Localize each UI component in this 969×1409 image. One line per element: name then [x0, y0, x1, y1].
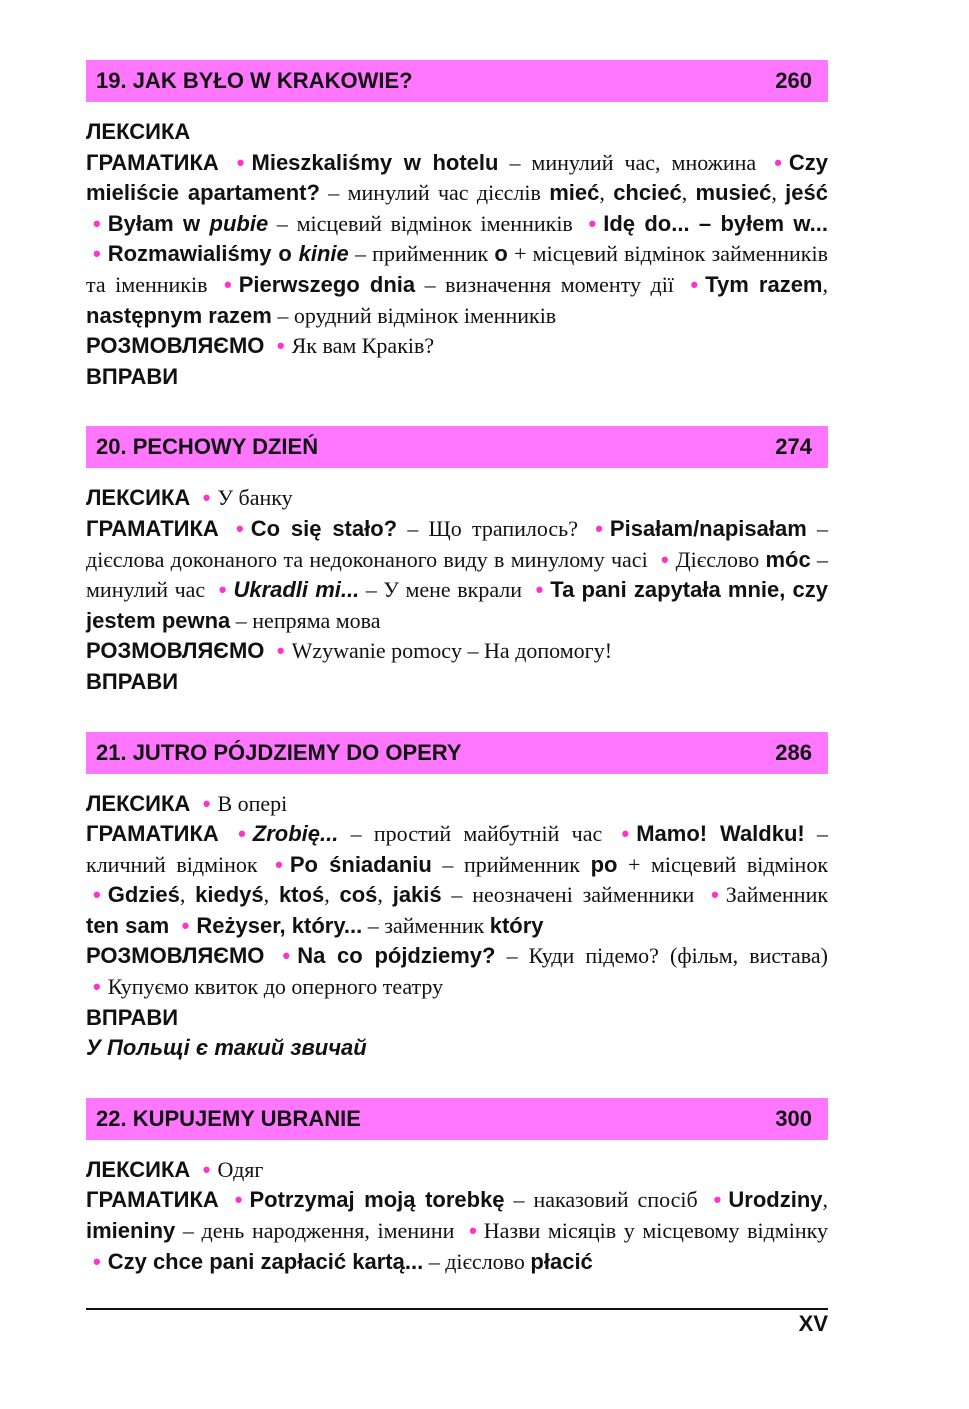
section-page-number: 300: [775, 1105, 812, 1131]
grammar-paragraph: [86, 1185, 828, 1277]
polish-term: po: [590, 851, 618, 877]
description-text: – прийменник: [431, 851, 591, 877]
bullet-icon: •: [711, 882, 719, 908]
polish-term: Mamo! Waldku!: [636, 821, 805, 847]
polish-term: ktoś: [278, 882, 325, 908]
bullet-icon: •: [93, 1248, 101, 1274]
description-text: ,: [377, 882, 393, 908]
polish-term: Tym razem: [705, 271, 823, 297]
section-21: [86, 732, 828, 1064]
bullet-icon: •: [202, 485, 211, 511]
lexica-line: [86, 117, 828, 148]
section-title: 21. JUTRO PÓJDZIEMY DO OPERY: [96, 739, 462, 765]
description-text: – неозначені займенники: [441, 882, 705, 908]
polish-term: kiedyś: [195, 882, 264, 908]
grammar-heading: ГРАМАТИКА: [86, 1187, 219, 1213]
lexica-line: [86, 789, 828, 820]
grammar-heading: ГРАМАТИКА: [86, 515, 219, 541]
speaking-content: [270, 638, 612, 663]
bullet-icon: •: [224, 271, 232, 297]
bullet-icon: •: [282, 943, 291, 969]
polish-term: coś: [339, 882, 378, 908]
description-text: + місцевий відмінок: [617, 851, 829, 877]
description-text: ,: [179, 882, 196, 908]
grammar-paragraph: [86, 514, 828, 636]
description-text: ,: [822, 1187, 828, 1213]
description-text: – орудний відмінок іменників: [271, 302, 557, 328]
polish-term: płacić: [530, 1248, 593, 1274]
lexica-heading: ЛЕКСИКА: [86, 790, 191, 816]
bullet-icon: •: [234, 1187, 243, 1213]
section-header: [86, 732, 828, 774]
section-header: [86, 426, 828, 468]
description-text: – кличний відмінок: [86, 821, 829, 877]
bullet-icon: •: [276, 638, 285, 664]
polish-term: Pierwszego dnia: [238, 271, 416, 297]
exercises-heading: ВПРАВИ: [86, 363, 179, 389]
polish-term: musieć: [695, 180, 772, 206]
bullet-icon: •: [202, 790, 211, 816]
polish-term: Na co pójdziemy?: [297, 943, 496, 969]
lexica-content: [196, 791, 288, 816]
description-text: – день народження, іменини: [175, 1218, 463, 1244]
bullet-icon: •: [275, 851, 283, 877]
description-text: Wzywanie pomocy – На допомогу!: [291, 638, 613, 664]
lexica-heading: ЛЕКСИКА: [86, 119, 191, 144]
polish-term: Co się stało?: [250, 515, 398, 541]
custom-line: [86, 1033, 828, 1064]
section-title: 20. PECHOWY DZIEŃ: [96, 434, 319, 460]
polish-term-italic: Zrobię...: [252, 821, 339, 847]
polish-term: Pisałam/napisałam: [609, 515, 807, 541]
bullet-icon: •: [236, 149, 245, 175]
bullet-icon: •: [469, 1218, 477, 1244]
description-text: – Що трапилось?: [397, 515, 589, 541]
description-text: Як вам Краків?: [291, 333, 435, 359]
lexica-content: [196, 485, 293, 510]
description-text: – прийменник: [348, 241, 495, 267]
bullet-icon: •: [713, 1187, 722, 1213]
polish-term: Rozmawialiśmy o: [107, 241, 299, 267]
polish-term: Idę do... – byłem w...: [603, 210, 828, 236]
speaking-heading: РОЗМОВЛЯЄМО: [86, 333, 265, 359]
polish-term: ten sam: [86, 912, 170, 938]
polish-term: mieć: [549, 180, 600, 206]
description-text: – У мене вкрали: [359, 577, 529, 603]
grammar-content: [86, 150, 828, 328]
speaking-line: [86, 331, 828, 362]
polish-term: Po śniadaniu: [289, 851, 432, 877]
bullet-icon: •: [93, 241, 101, 267]
polish-term: Mieszkaliśmy w hotelu: [251, 149, 499, 175]
description-text: Дієслово: [675, 546, 766, 572]
bullet-icon: •: [774, 149, 782, 175]
polish-term: móc: [765, 546, 811, 572]
polish-term-italic: pubie: [209, 210, 269, 236]
bullet-icon: •: [690, 271, 699, 297]
description-text: [169, 913, 175, 938]
description-text: – минулий час: [86, 546, 828, 603]
description-text: – дієслово: [423, 1248, 531, 1274]
polish-term: imieniny: [86, 1218, 176, 1244]
bullet-icon: •: [595, 515, 603, 541]
polish-term-italic: Ukradli mi...: [233, 577, 360, 603]
bullet-icon: •: [93, 882, 101, 908]
exercises-line: [86, 1003, 828, 1034]
lexica-line: [86, 1155, 828, 1186]
lexica-heading: ЛЕКСИКА: [86, 485, 191, 511]
polish-term: Czy chce pani zapłacić kartą...: [107, 1248, 424, 1274]
bullet-icon: •: [535, 577, 544, 603]
polish-term: chcieć: [613, 180, 682, 206]
polish-term: Reżyser, który...: [196, 912, 363, 938]
speaking-heading: РОЗМОВЛЯЄМО: [86, 638, 265, 664]
description-text: – дієслова доконаного та недоконаного виду в минулому часі: [86, 515, 829, 572]
page-number: XV: [798, 1311, 828, 1336]
bullet-icon: •: [181, 912, 190, 938]
polish-term: jeść: [785, 180, 828, 206]
description-text: – наказовий спосіб: [504, 1187, 707, 1213]
exercises-line: [86, 667, 828, 698]
bullet-icon: •: [276, 333, 285, 359]
description-text: Займенник: [725, 882, 829, 908]
bullet-icon: •: [238, 821, 246, 847]
description-text: – непряма мова: [230, 607, 381, 633]
description-text: – місцевий відмінок іменників: [268, 210, 582, 236]
speaking-content: [270, 333, 434, 358]
bullet-icon: •: [218, 577, 227, 603]
section-page-number: 274: [775, 434, 812, 460]
speaking-line: [86, 941, 828, 1002]
grammar-heading: ГРАМАТИКА: [86, 149, 219, 175]
grammar-paragraph: [86, 148, 828, 332]
section-page-number: 286: [775, 739, 812, 765]
lexica-heading: ЛЕКСИКА: [86, 1156, 191, 1182]
polish-term: Potrzymaj moją torebkę: [249, 1187, 505, 1213]
description-text: – Куди підемо? (фільм, вистава): [495, 943, 828, 969]
description-text: Одяг: [217, 1156, 264, 1182]
section-20: [86, 426, 828, 697]
grammar-paragraph: [86, 819, 828, 941]
bullet-icon: •: [236, 515, 244, 541]
description-text: Купуємо квиток до оперного театру: [107, 974, 444, 1000]
description-text: ,: [263, 882, 279, 908]
polish-term-italic: kinie: [298, 241, 349, 267]
section-page-number: 260: [775, 68, 812, 93]
description-text: + місцевий відмінок займенників та іменників: [86, 241, 828, 297]
exercises-heading: ВПРАВИ: [86, 1004, 179, 1030]
description-text: – займенник: [362, 912, 490, 938]
custom-heading: У Польщі є такий звичай: [86, 1035, 367, 1061]
polish-term: o: [494, 241, 508, 267]
exercises-heading: ВПРАВИ: [86, 668, 179, 694]
polish-term: który: [489, 912, 544, 938]
contents-page: [86, 60, 828, 1311]
section-header: [86, 60, 828, 102]
bullet-icon: •: [588, 210, 597, 236]
speaking-line: [86, 636, 828, 667]
section-title: 22. KUPUJEMY UBRANIE: [96, 1105, 361, 1131]
section-19: [86, 60, 828, 392]
lexica-line: [86, 483, 828, 514]
polish-term: Gdzieś: [107, 882, 180, 908]
description-text: ,: [599, 180, 614, 206]
description-text: ,: [822, 271, 828, 297]
description-text: ,: [324, 882, 340, 908]
exercises-line: [86, 362, 828, 393]
description-text: – простий майбутній час: [338, 821, 615, 847]
description-text: В опері: [217, 790, 288, 816]
section-header: [86, 1098, 828, 1140]
section-22: [86, 1098, 828, 1277]
description-text: У банку: [217, 485, 293, 511]
polish-term: jakiś: [392, 882, 442, 908]
polish-term: Ta pani zapytała mnie, czy jestem pewna: [86, 577, 828, 633]
bullet-icon: •: [202, 1156, 211, 1182]
polish-term: Byłam w: [107, 210, 210, 236]
bullet-icon: •: [621, 821, 630, 847]
speaking-heading: РОЗМОВЛЯЄМО: [86, 943, 265, 969]
polish-term: Czy mieliście apartament?: [86, 149, 829, 206]
description-text: – минулий час, множина: [498, 149, 768, 175]
polish-term: Urodziny: [728, 1187, 823, 1213]
bullet-icon: •: [660, 546, 669, 572]
footer-rule: [86, 1308, 828, 1310]
section-title: 19. JAK BYŁO W KRAKOWIE?: [96, 68, 413, 93]
description-text: Назви місяців у місцевому відмінку: [483, 1218, 828, 1244]
grammar-heading: ГРАМАТИКА: [86, 821, 219, 847]
lexica-content: [196, 1157, 264, 1182]
description-text: – визначення моменту дії: [415, 271, 684, 297]
description-text: ,: [771, 180, 786, 206]
polish-term: następnym razem: [86, 302, 272, 328]
bullet-icon: •: [93, 974, 101, 1000]
bullet-icon: •: [93, 210, 101, 236]
description-text: – минулий час дієслів: [319, 180, 550, 206]
description-text: ,: [681, 180, 696, 206]
